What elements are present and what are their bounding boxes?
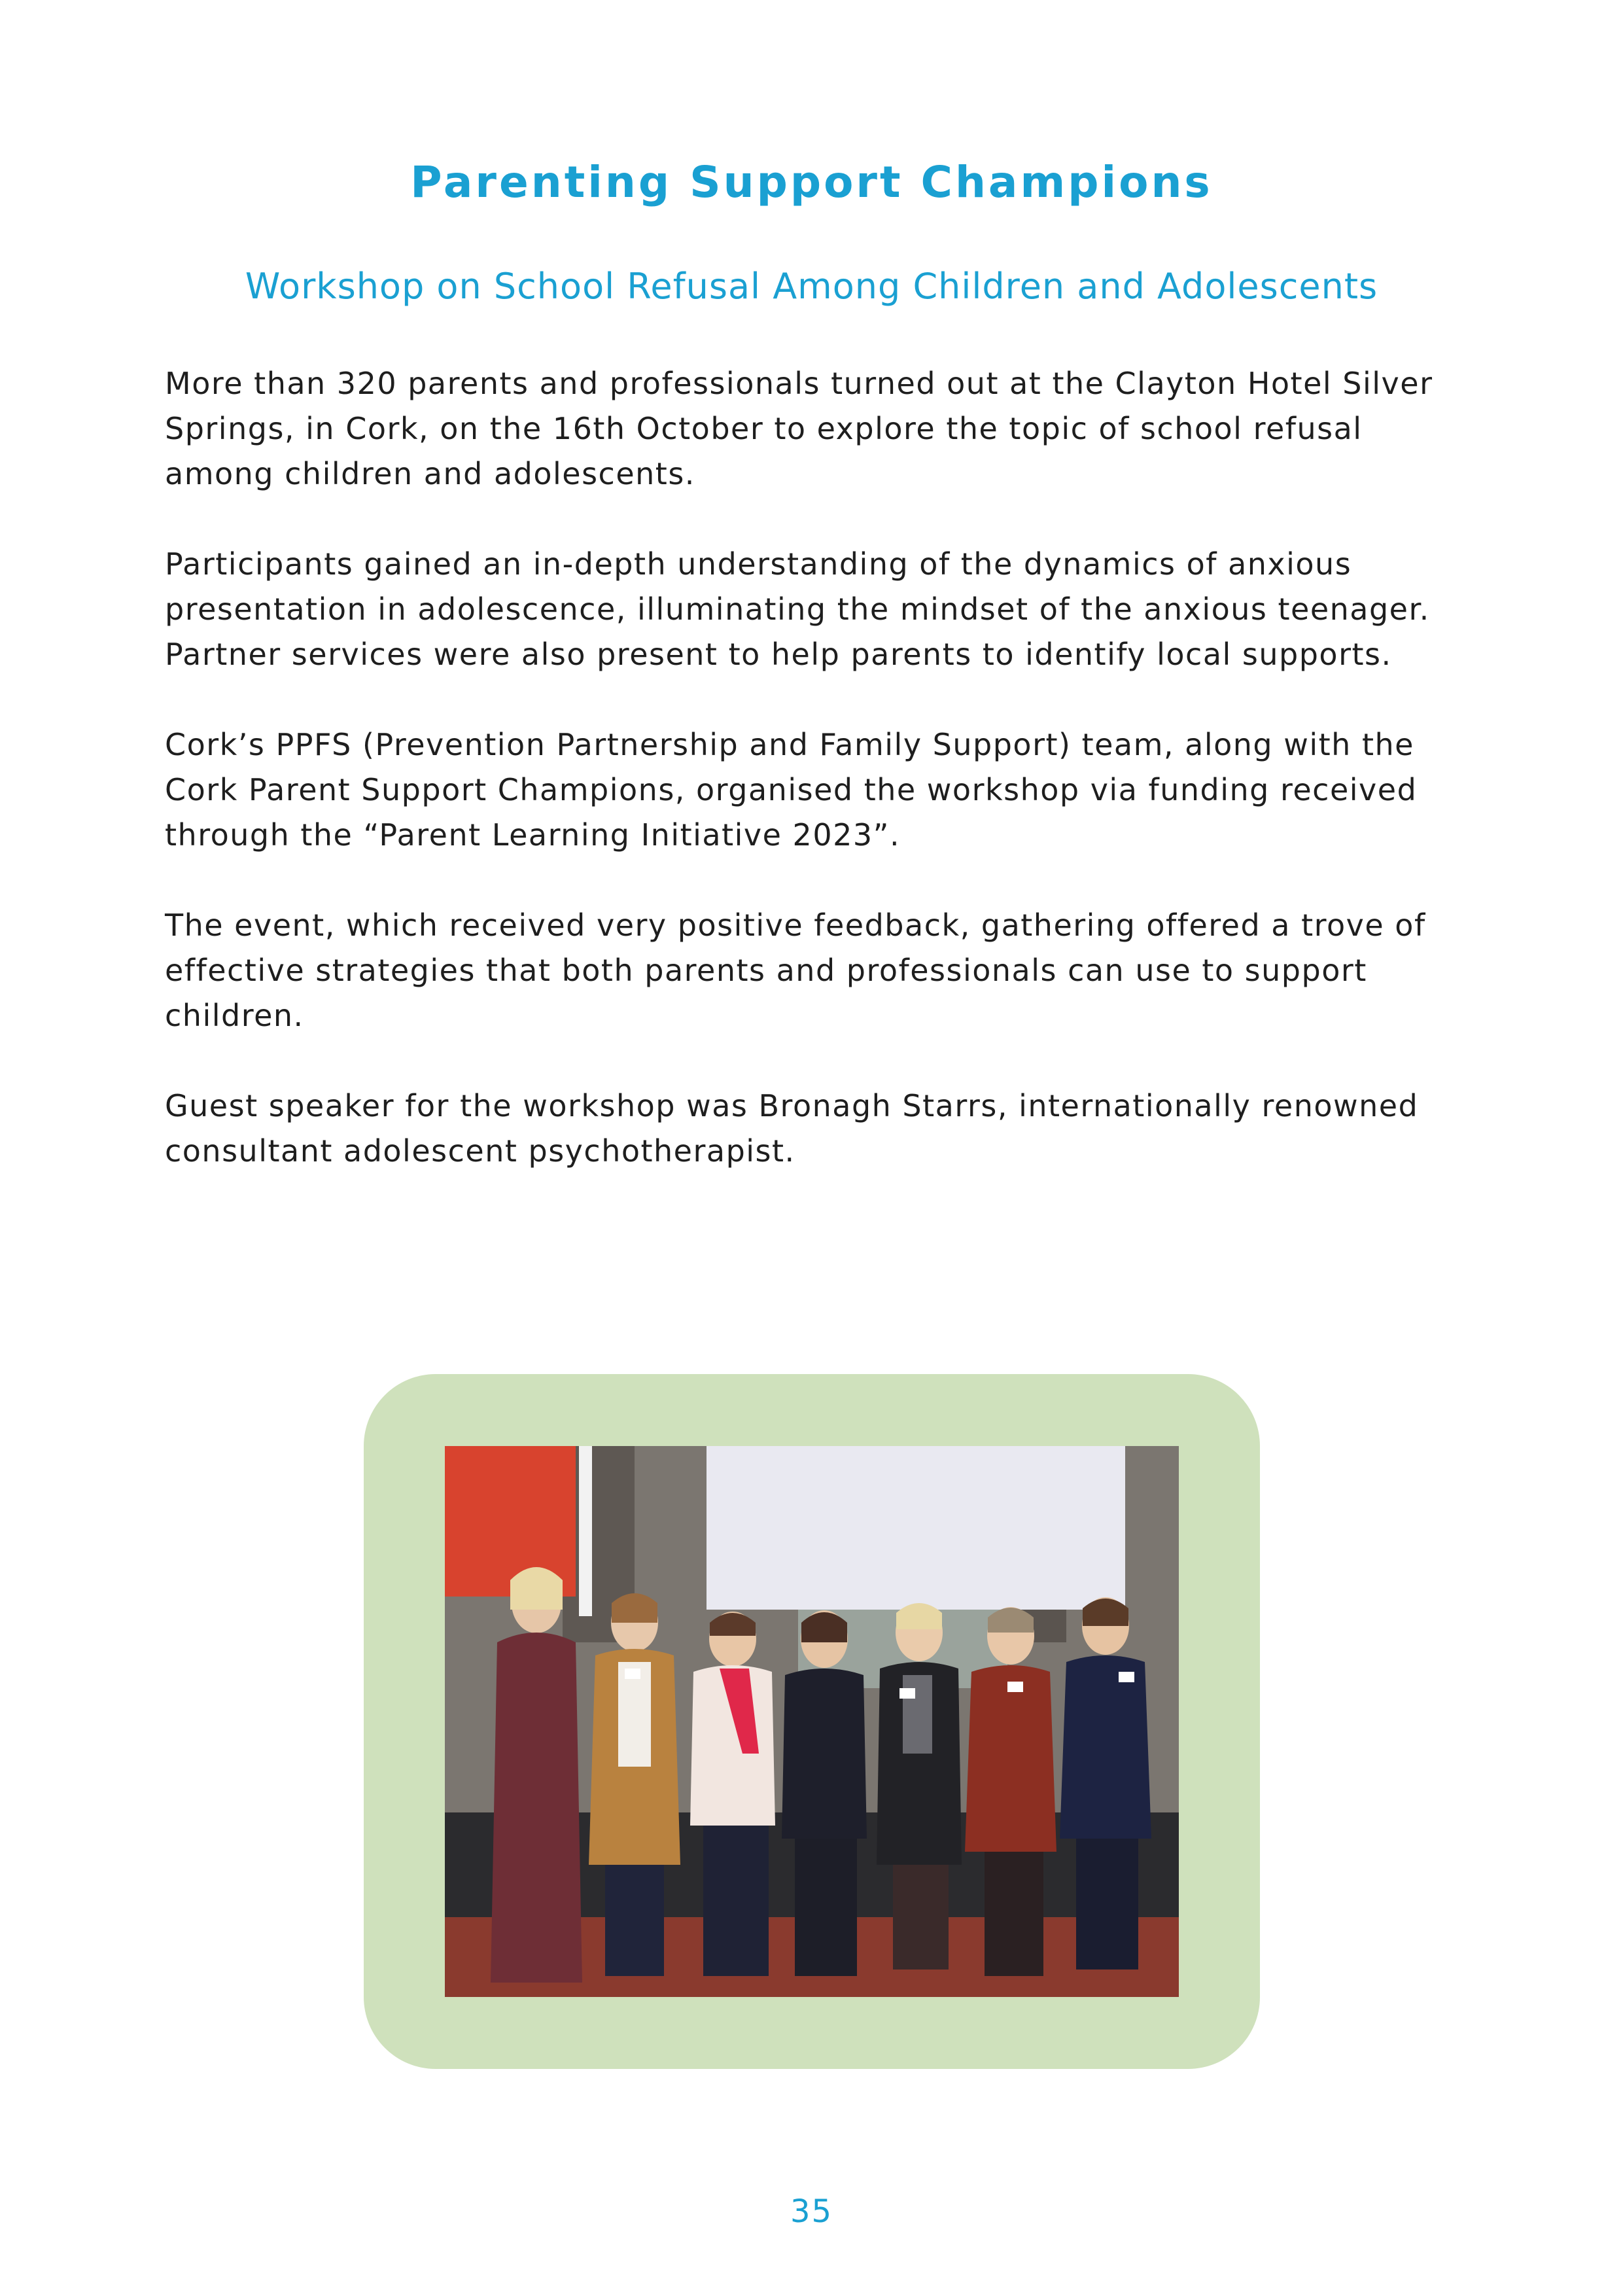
paragraph-guest-speaker: Guest speaker for the workshop was Bronagh Starrs, internationally renowned consultant adolescent psychotherapist. bbox=[165, 1088, 1419, 1169]
group-photo-illustration bbox=[445, 1446, 1179, 1997]
page-number: 35 bbox=[790, 2193, 833, 2230]
group-photo bbox=[445, 1446, 1179, 1997]
photo-frame bbox=[364, 1374, 1260, 2069]
paragraph-attendance: More than 320 parents and professionals turned out at the Clayton Hotel Silver Springs, in Cork, on the 16th October to explore the topic of school refusal among children and adolescents. bbox=[165, 366, 1433, 491]
article-body bbox=[165, 361, 1473, 1219]
page-title: Parenting Support Champions bbox=[410, 157, 1213, 207]
paragraph-organisers: Cork’s PPFS (Prevention Partnership and Family Support) team, along with the Cork Parent Support Champions, organised the workshop via funding received through the “Parent Learning Initiative 2023”. bbox=[165, 727, 1418, 853]
paragraph-feedback: The event, which received very positive feedback, gathering offered a trove of effective strategies that both parents and professionals can use to support children. bbox=[165, 908, 1426, 1033]
page-subtitle: Workshop on School Refusal Among Children and Adolescents bbox=[245, 266, 1378, 307]
paragraph-participants: Participants gained an in-depth understanding of the dynamics of anxious presentation in adolescence, illuminating the mindset of the anxious teenager. Partner services were also present to help parents to identify local supports. bbox=[165, 546, 1430, 672]
